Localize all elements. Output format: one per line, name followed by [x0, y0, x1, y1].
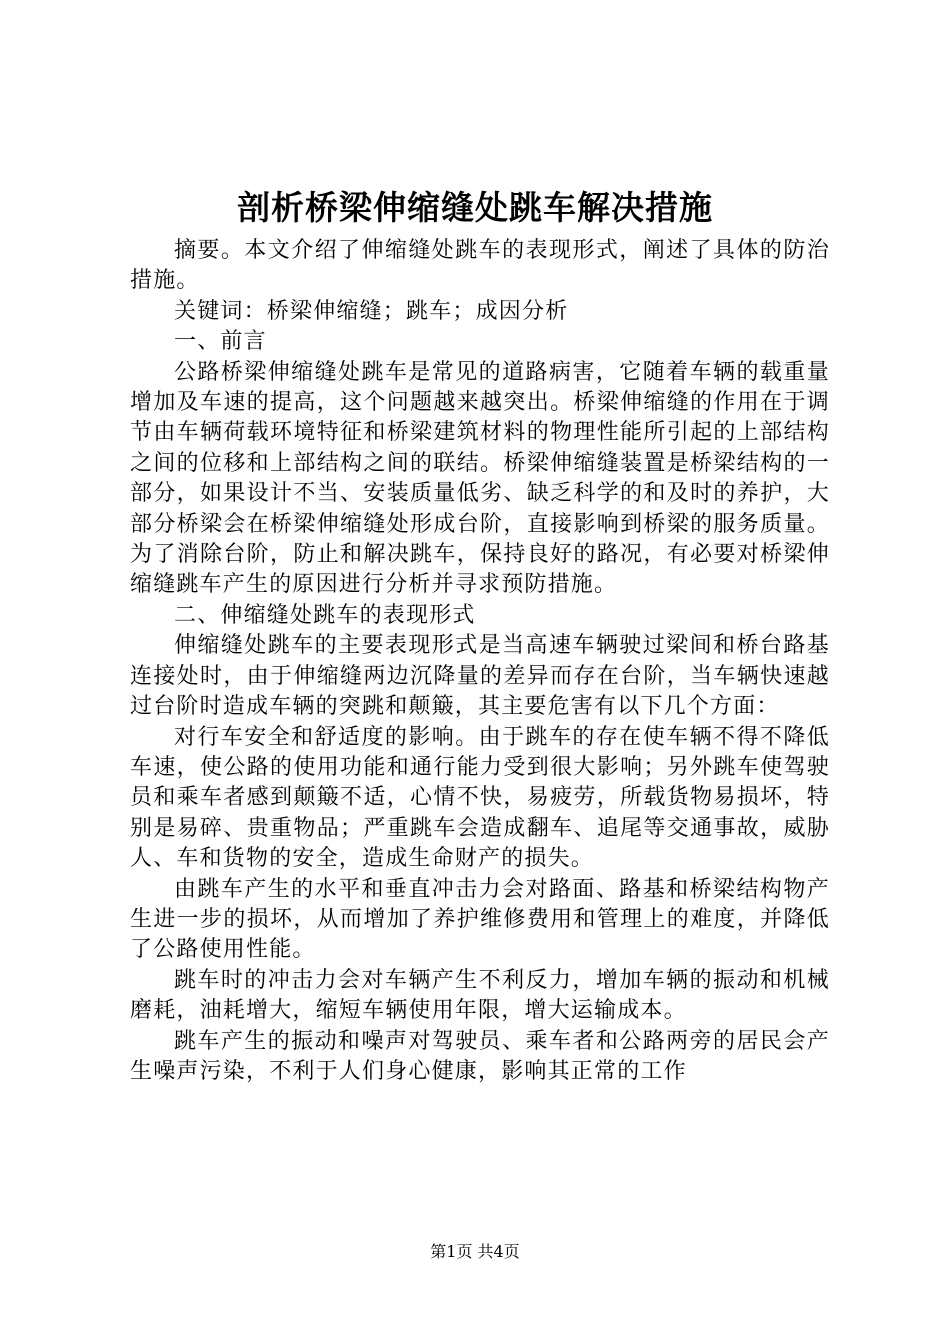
- section-heading-preface: 一、前言: [174, 329, 267, 355]
- body-paragraph: 跳车时的冲击力会对车辆产生不利反力，增加车辆的振动和机械磨耗，油耗增大，缩短车辆使用年限，增大运输成本。: [130, 967, 830, 1024]
- document-body: [130, 236, 830, 1087]
- body-paragraph: 对行车安全和舒适度的影响。由于跳车的存在使车辆不得不降低车速，使公路的使用功能和通行能力受到很大影响；另外跳车使驾驶员和乘车者感到颠簸不适，心情不快，易疲劳，所载货物易损坏，特别是易碎、贵重物品；严重跳车会造成翻车、追尾等交通事故，威胁人、车和货物的安全，造成生命财产的损失。: [130, 724, 830, 872]
- abstract-paragraph: 摘要。本文介绍了伸缩缝处跳车的表现形式，阐述了具体的防治措施。: [130, 238, 830, 294]
- keywords-paragraph: 关键词：桥梁伸缩缝；跳车；成因分析: [174, 298, 569, 324]
- page-footer: 第1页 共4页: [430, 1242, 520, 1261]
- body-paragraph: 公路桥梁伸缩缝处跳车是常见的道路病害，它随着车辆的载重量增加及车速的提高，这个问题越来越突出。桥梁伸缩缝的作用在于调节由车辆荷载环境特征和桥梁建筑材料的物理性能所引起的上部结构之间的位移和上部结构之间的联结。桥梁伸缩缝装置是桥梁结构的一部分，如果设计不当、安装质量低劣、缺乏科学的和及时的养护，大部分桥梁会在桥梁伸缩缝处形成台阶，直接影响到桥梁的服务质量。为了消除台阶，防止和解决跳车，保持良好的路况，有必要对桥梁伸缩缝跳车产生的原因进行分析并寻求预防措施。: [130, 359, 830, 598]
- document-title: 剖析桥梁伸缩缝处跳车解决措施: [237, 188, 713, 227]
- body-paragraph: 伸缩缝处跳车的主要表现形式是当高速车辆驶过梁间和桥台路基连接处时，由于伸缩缝两边沉降量的差异而存在台阶，当车辆快速越过台阶时造成车辆的突跳和颠簸，其主要危害有以下几个方面：: [130, 633, 830, 720]
- body-paragraph: 由跳车产生的水平和垂直冲击力会对路面、路基和桥梁结构物产生进一步的损坏，从而增加了养护维修费用和管理上的难度，并降低了公路使用性能。: [130, 876, 830, 963]
- body-paragraph: 跳车产生的振动和噪声对驾驶员、乘车者和公路两旁的居民会产生噪声污染，不利于人们身心健康，影响其正常的工作: [130, 1028, 830, 1084]
- section-heading-forms: 二、伸缩缝处跳车的表现形式: [174, 602, 476, 628]
